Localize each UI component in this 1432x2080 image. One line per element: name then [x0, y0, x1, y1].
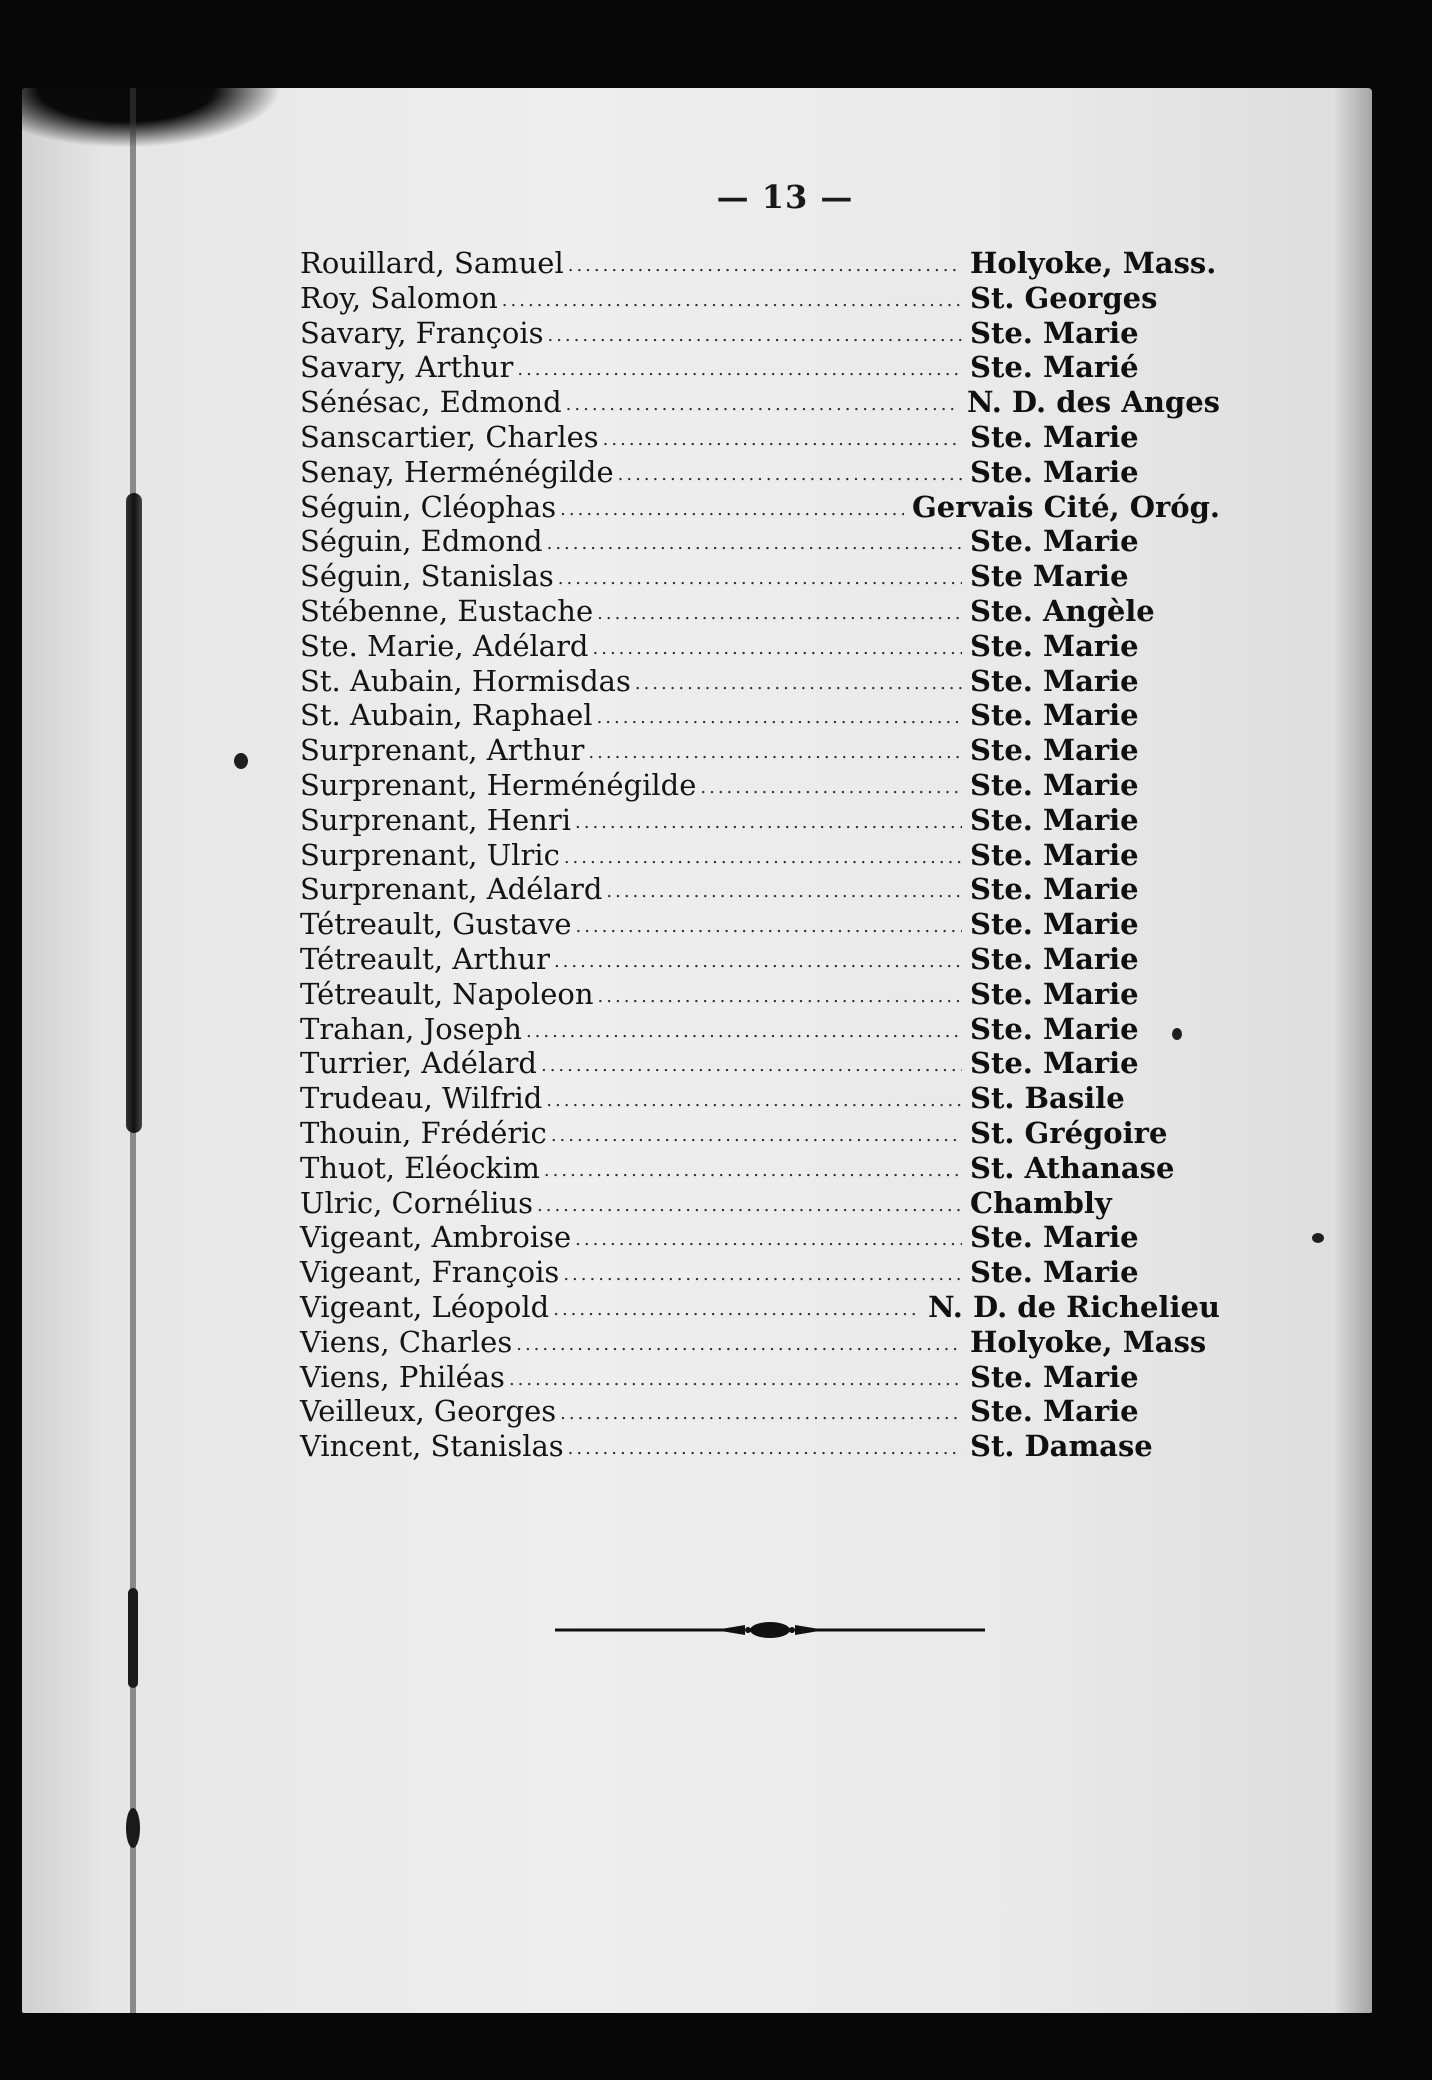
entry-name: Viens, Philéas [300, 1359, 505, 1394]
entry-name: Tétreault, Napoleon [300, 976, 594, 1011]
list-item [300, 1220, 1220, 1255]
entry-name: Séguin, Edmond [300, 524, 543, 559]
dot-leader [606, 881, 962, 902]
entry-name: Stébenne, Eustache [300, 593, 594, 628]
dot-leader [575, 916, 962, 937]
entry-name: Sanscartier, Charles [300, 419, 599, 454]
dot-leader [544, 1160, 962, 1181]
page-number: — 13 — [716, 178, 854, 216]
dot-leader [598, 986, 962, 1007]
entry-place: Ste. Marie [970, 733, 1139, 768]
dot-leader [588, 742, 962, 763]
entry-place: Ste. Marie [970, 628, 1139, 663]
list-item [300, 803, 1220, 838]
entry-name: Thouin, Frédéric [300, 1115, 547, 1150]
dot-leader [547, 533, 962, 554]
entry-place: Ste. Marie [970, 1359, 1139, 1394]
entry-place: Ste Marie [970, 559, 1129, 594]
entry-place: St. Grégoire [970, 1115, 1168, 1150]
list-item [300, 872, 1220, 907]
entry-name: Ulric, Cornélius [300, 1185, 533, 1220]
entry-place: Ste. Marie [970, 837, 1139, 872]
list-item [300, 1290, 1220, 1325]
dot-leader [700, 777, 962, 798]
dot-leader [618, 464, 962, 485]
entry-place: Ste. Marie [970, 1046, 1139, 1081]
dot-leader [635, 673, 962, 694]
entry-name: Veilleux, Georges [300, 1394, 557, 1429]
entry-name: Tétreault, Gustave [300, 907, 572, 942]
dot-leader [526, 1021, 962, 1042]
entry-name: Tétreault, Arthur [300, 941, 550, 976]
dot-leader [597, 603, 962, 624]
entry-name: Senay, Herménégilde [300, 454, 614, 489]
dot-leader [593, 638, 963, 659]
list-item [300, 1151, 1220, 1186]
entry-name: Vigeant, François [300, 1255, 560, 1290]
entry-name: Surprenant, Adélard [300, 872, 603, 907]
list-item [300, 524, 1220, 559]
entry-place: Ste. Marie [970, 419, 1139, 454]
entry-place: Ste. Marie [970, 907, 1139, 942]
entry-name: Vincent, Stanislas [300, 1429, 564, 1464]
entry-place: Ste. Marie [970, 1011, 1139, 1046]
dot-leader [563, 1264, 962, 1285]
list-item [300, 698, 1220, 733]
dot-leader [546, 1090, 962, 1111]
dot-leader [547, 325, 962, 346]
list-item [300, 420, 1220, 455]
entry-place: Gervais Cité, Oróg. [912, 489, 1220, 524]
list-item [300, 1012, 1220, 1047]
list-item [300, 350, 1220, 385]
entry-name: St. Aubain, Raphael [300, 698, 593, 733]
entry-place: N. D. de Richelieu [928, 1289, 1220, 1324]
list-item [300, 629, 1220, 664]
list-item [300, 594, 1220, 629]
entry-name: Viens, Charles [300, 1324, 513, 1359]
entry-name: Sénésac, Edmond [300, 385, 562, 420]
binding-thread-icon [126, 493, 142, 1133]
dot-leader [541, 1055, 962, 1076]
dot-leader [568, 1438, 962, 1459]
dot-leader [560, 499, 904, 520]
dot-leader [575, 812, 962, 833]
entry-name: Trudeau, Wilfrid [300, 1081, 543, 1116]
list-item [300, 1429, 1220, 1464]
entry-place: Holyoke, Mass. [970, 246, 1217, 280]
dot-leader [597, 707, 962, 728]
entry-place: Ste. Angèle [970, 593, 1155, 628]
list-item [300, 1394, 1220, 1429]
list-item [300, 385, 1220, 420]
dot-leader [517, 359, 962, 380]
entry-place: Ste. Marie [970, 872, 1139, 907]
list-item [300, 559, 1220, 594]
dot-leader [551, 1125, 962, 1146]
binding-knot-icon [126, 1808, 140, 1848]
entry-place: Ste. Marie [970, 976, 1139, 1011]
entry-name: Turrier, Adélard [300, 1046, 537, 1081]
list-item [300, 316, 1220, 351]
list-item [300, 768, 1220, 803]
rule-ornament-icon [555, 1620, 985, 1640]
entry-place: Ste. Marie [970, 1220, 1139, 1255]
dot-leader [566, 394, 959, 415]
dot-leader [558, 568, 962, 589]
entry-place: St. Damase [970, 1429, 1153, 1464]
dot-leader [603, 429, 962, 450]
list-item [300, 455, 1220, 490]
entry-place: Ste. Marie [970, 663, 1139, 698]
dot-leader [537, 1195, 962, 1216]
entry-place: St. Basile [970, 1081, 1125, 1116]
entry-place: St. Athanase [970, 1150, 1175, 1185]
dot-leader [575, 1229, 962, 1250]
entry-place: N. D. des Anges [967, 385, 1220, 420]
entry-name: Séguin, Stanislas [300, 559, 554, 594]
list-item [300, 838, 1220, 873]
list-item [300, 1046, 1220, 1081]
entry-name: Rouillard, Samuel [300, 246, 564, 280]
list-item [300, 907, 1220, 942]
entry-place: Chambly [970, 1185, 1112, 1220]
list-item [300, 1325, 1220, 1360]
entry-name: Surprenant, Henri [300, 802, 571, 837]
list-item [300, 664, 1220, 699]
entry-place: Ste. Marie [970, 802, 1139, 837]
entry-name: Ste. Marie, Adélard [300, 628, 589, 663]
entry-name: Vigeant, Ambroise [300, 1220, 572, 1255]
ink-speck [1312, 1233, 1324, 1243]
entry-place: Ste. Marie [970, 1394, 1139, 1429]
entry-name: Thuot, Eléockim [300, 1150, 540, 1185]
entry-place: Ste. Marie [970, 941, 1139, 976]
name-place-list [300, 246, 1220, 1464]
entry-name: St. Aubain, Hormisdas [300, 663, 631, 698]
entry-place: Ste. Marié [970, 350, 1139, 385]
list-item [300, 977, 1220, 1012]
list-item [300, 246, 1220, 281]
list-item [300, 281, 1220, 316]
entry-name: Savary, Arthur [300, 350, 514, 385]
entry-place: Holyoke, Mass [970, 1324, 1207, 1359]
binding-thread-icon [128, 1588, 138, 1688]
entry-place: Ste. Marie [970, 698, 1139, 733]
entry-name: Savary, François [300, 315, 544, 350]
entry-place: Ste. Marie [970, 315, 1139, 350]
dot-leader [516, 1334, 962, 1355]
dot-leader [560, 1403, 962, 1424]
dot-leader [554, 951, 962, 972]
entry-name: Séguin, Cléophas [300, 489, 557, 524]
entry-name: Trahan, Joseph [300, 1011, 522, 1046]
entry-name: Vigeant, Léopold [300, 1289, 550, 1324]
entry-place: Ste. Marie [970, 454, 1139, 489]
page-edge-shadow [1334, 88, 1372, 2013]
entry-name: Roy, Salomon [300, 280, 498, 315]
list-item [300, 1186, 1220, 1221]
list-item [300, 1360, 1220, 1395]
dot-leader [509, 1369, 962, 1390]
torn-corner [22, 88, 282, 148]
entry-place: Ste. Marie [970, 524, 1139, 559]
entry-place: St. Georges [970, 280, 1158, 315]
ink-speck [234, 753, 248, 769]
list-item [300, 1116, 1220, 1151]
list-item [300, 942, 1220, 977]
list-item [300, 1255, 1220, 1290]
list-item [300, 1081, 1220, 1116]
entry-place: Ste. Marie [970, 1255, 1139, 1290]
dot-leader [564, 847, 962, 868]
dot-leader [502, 290, 962, 311]
entry-place: Ste. Marie [970, 767, 1139, 802]
entry-name: Surprenant, Herménégilde [300, 767, 697, 802]
dot-leader [553, 1299, 920, 1320]
dot-leader [568, 255, 962, 276]
entry-name: Surprenant, Ulric [300, 837, 560, 872]
list-item [300, 490, 1220, 525]
list-item [300, 733, 1220, 768]
entry-name: Surprenant, Arthur [300, 733, 585, 768]
